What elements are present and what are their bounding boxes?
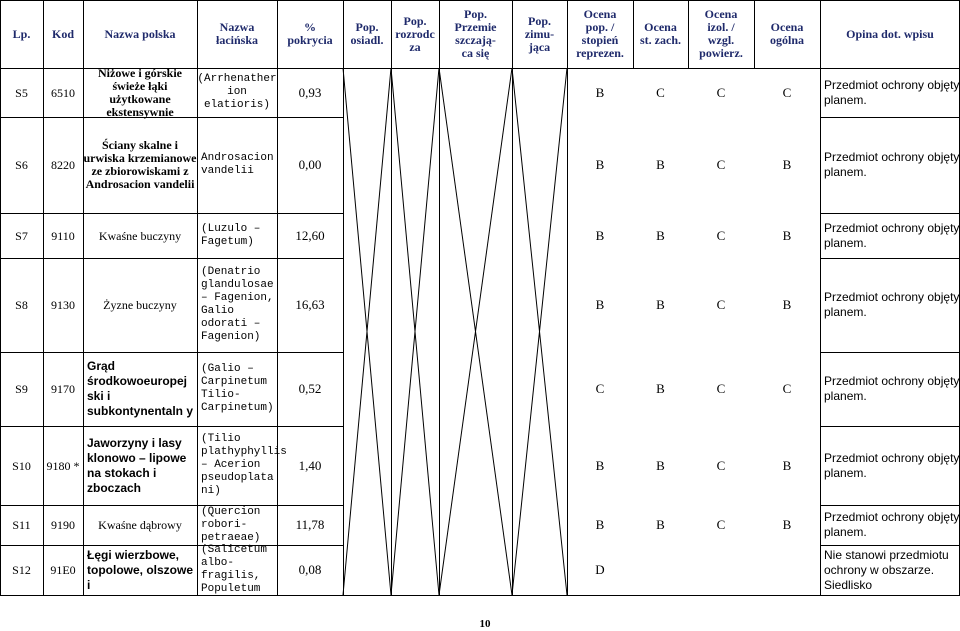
row-kod: 9130 [51,298,75,312]
row-lp: S9 [15,382,28,396]
row-ocena-st: B [656,157,665,172]
row-nazwa-polska: Kwaśne dąbrowy [98,518,182,532]
header-pop-osiadl: Pop. osiadl. [350,20,384,47]
header-ocena-pop: Ocena pop. / stopień reprezen. [576,7,624,60]
row-ocena-st: B [656,227,665,243]
row-nazwa-polska: Żyzne buczyny [103,298,177,312]
row-nazwa-polska: Łęgi wierzbowe, topolowe, olszowe i [87,547,194,592]
row-kod: 8220 [51,158,75,172]
header-opinia: Opina dot. wpisu [846,26,934,41]
row-pokrycia: 0,52 [298,381,322,396]
page-number: 10 [479,618,491,630]
row-kod: 9180 * [46,458,80,473]
row-kod: 6510 [51,85,75,100]
row-opinia: Przedmiot ochrony objęty planem. [824,220,960,250]
header-nazwa-polska: Nazwa polska [104,26,176,41]
row-ocena-ogolna: C [782,381,792,396]
row-ocena-ogolna: B [782,297,792,312]
row-kod: 9190 [51,518,75,532]
row-ocena-izol: C [716,517,726,532]
row-opinia: Przedmiot ochrony objęty planem. [824,77,960,107]
row-pokrycia: 1,40 [298,457,322,473]
row-lp: S12 [12,563,31,577]
row-ocena-pop: B [595,157,605,172]
row-kod: 9170 [51,382,75,396]
header-ocena-st-zach: Ocena st. zach. [640,20,681,47]
row-ocena-st: C [656,84,665,100]
row-opinia: Przedmiot ochrony objęty planem. [824,374,960,403]
row-nazwa-lacinska: (Quercion robori-petraeae) [201,505,261,544]
header-pop-przemieszczajaca: Pop. Przemie szczają- ca się [454,7,497,60]
row-ocena-ogolna: B [782,157,792,172]
row-opinia: Przedmiot ochrony objęty planem. [824,290,960,319]
row-ocena-izol: C [716,227,726,243]
header-kod: Kod [51,26,74,41]
row-nazwa-polska: Niżowe i górskie świeże łąki użytkowane ekstensywnie [98,65,182,119]
row-pokrycia: 0,93 [298,84,322,100]
row-nazwa-lacinska: (Luzulo – Fagetum) [201,222,261,248]
row-nazwa-polska: Kwaśne buczyny [98,228,182,243]
row-ocena-izol: C [716,157,726,172]
row-ocena-ogolna: B [782,517,792,532]
row-kod: 9110 [51,228,75,243]
row-lp: S7 [15,228,28,243]
row-ocena-pop: B [595,227,605,243]
row-opinia: Nie stanowi przedmiotu ochrony w obszarze. Siedlisko [824,547,949,592]
row-ocena-pop: B [595,297,605,312]
header-pokrycia: % pokrycia [287,20,333,47]
row-opinia: Przedmiot ochrony objęty planem. [824,150,960,179]
row-nazwa-lacinska: (Denatrio glandulosae – Fagenion, Galio odorati – Fagenion) [201,266,274,343]
row-ocena-st: B [656,517,665,532]
row-pokrycia: 0,00 [298,157,322,172]
row-ocena-izol: C [716,457,726,473]
row-pokrycia: 0,08 [298,562,322,577]
row-opinia: Przedmiot ochrony objęty planem. [824,450,960,480]
row-ocena-izol: C [716,84,726,100]
row-ocena-st: B [656,457,665,473]
row-ocena-pop: C [595,381,605,396]
header-ocena-ogolna: Ocena ogólna [769,20,804,47]
row-ocena-pop: B [595,84,605,100]
row-ocena-st: B [656,297,665,312]
row-ocena-pop: B [595,457,605,473]
header-pop-rozrodcza: Pop. rozrodc za [395,13,435,54]
row-nazwa-lacinska: Androsacion vandelii [201,152,274,177]
row-lp: S6 [15,158,28,172]
row-ocena-st: B [656,381,665,396]
row-opinia: Przedmiot ochrony objęty planem. [824,510,960,539]
row-ocena-izol: C [716,381,726,396]
header-nazwa-lacinska: Nazwa łacińska [215,20,258,47]
row-nazwa-lacinska: (Tilio plathyphyllis – Acerion pseudoplata ni) [201,433,287,497]
row-lp: S8 [15,298,28,312]
row-pokrycia: 11,78 [295,517,325,532]
row-ocena-izol: C [716,297,726,312]
row-nazwa-polska: Ściany skalne i urwiska krzemianowe ze zbiorowiskami z Androsacion vandelii [83,138,197,191]
row-ocena-ogolna: C [782,84,792,100]
row-nazwa-lacinska: (Arrhenather ion elatioris) [197,73,277,111]
row-ocena-ogolna: B [782,227,792,243]
header-pop-zimujaca: Pop. zimu- jąca [524,13,555,54]
row-pokrycia: 16,63 [295,297,325,312]
row-lp: S11 [12,518,31,532]
row-lp: S10 [12,458,31,473]
row-nazwa-lacinska: (Salicetum albo-fragilis, Populetum [201,544,268,595]
row-nazwa-polska: Jaworzyny i lasy klonowo – lipowe na stokach i zboczach [87,435,187,495]
header-lp: Lp. [12,26,31,41]
row-pokrycia: 12,60 [295,227,325,243]
row-ocena-pop: B [595,517,605,532]
header-ocena-izol: Ocena izol. / wzgl. powierz. [699,7,743,60]
row-ocena-ogolna: B [782,457,792,473]
row-ocena-pop: D [595,562,605,577]
row-nazwa-lacinska: (Galio – Carpinetum Tilio-Carpinetum) [201,363,274,414]
row-kod: 91E0 [50,563,76,577]
row-nazwa-polska: Grąd środkowoeuropej ski i subkontynentaln y [87,359,194,418]
row-lp: S5 [15,85,28,100]
